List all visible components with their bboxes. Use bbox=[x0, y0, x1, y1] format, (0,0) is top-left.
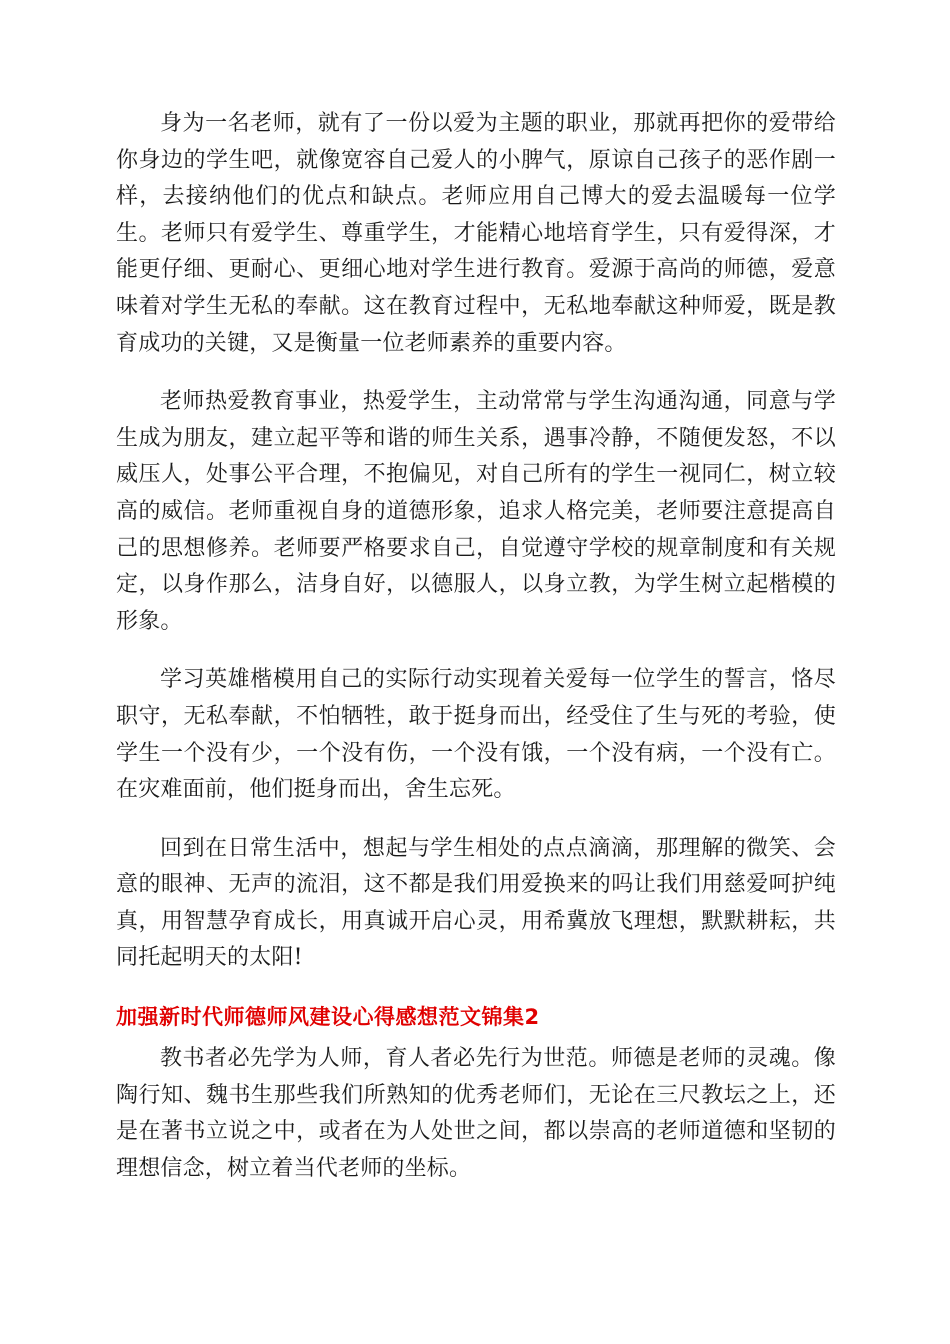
paragraph-teacher-ethics: 教书者必先学为人师，育人者必先行为世范。师德是老师的灵魂。像陶行知、魏书生那些我们所熟知的优秀老师们，无论在三尺教坛之上，还是在著书立说之中，或者在为人处世之间，都以崇高的老师道德和坚韧的理想信念，树立着当代老师的坐标。 bbox=[116, 1046, 836, 1181]
document-page bbox=[116, 106, 836, 1209]
paragraph-hero-models: 学习英雄楷模用自己的实际行动实现着关爱每一位学生的誓言，恪尽职守，无私奉献，不怕牺牲，敢于挺身而出，经受住了生与死的考验，使学生一个没有少，一个没有伤，一个没有饿，一个没有病，一个没有亡。在灾难面前，他们挺身而出，舍生忘死。 bbox=[116, 667, 836, 803]
paragraph-love-students: 身为一名老师，就有了一份以爱为主题的职业，那就再把你的爱带给你身边的学生吧，就像宽容自己爱人的小脾气，原谅自己孩子的恶作剧一样，去接纳他们的优点和缺点。老师应用自己博大的爱去温暖每一位学生。老师只有爱学生、尊重学生，才能精心地培育学生，只有爱得深，才能更仔细、更耐心、更细心地对学生进行教育。爱源于高尚的师德，爱意味着对学生无私的奉献。这在教育过程中，无私地奉献这种师爱，既是教育成功的关键，又是衡量一位老师素养的重要内容。 bbox=[116, 111, 836, 356]
paragraph-teacher-conduct: 老师热爱教育事业，热爱学生，主动常常与学生沟通沟通，同意与学生成为朋友，建立起平等和谐的师生关系，遇事冷静，不随便发怒，不以威压人，处事公平合理，不抱偏见，对自己所有的学生一视同仁，树立较高的威信。老师重视自身的道德形象，追求人格完美，老师要注意提高自己的思想修养。老师要严格要求自己，自觉遵守学校的规章制度和有关规定，以身作那么，洁身自好，以德服人，以身立教，为学生树立起楷模的形象。 bbox=[116, 389, 836, 634]
paragraph-daily-life: 回到在日常生活中，想起与学生相处的点点滴滴，那理解的微笑、会意的眼神、无声的流泪，这不都是我们用爱换来的吗让我们用慈爱呵护纯真，用智慧孕育成长，用真诚开启心灵，用希冀放飞理想，默默耕耘，共同托起明天的太阳! bbox=[116, 835, 836, 971]
section-heading: 加强新时代师德师风建设心得感想范文锦集2 bbox=[116, 1005, 540, 1030]
